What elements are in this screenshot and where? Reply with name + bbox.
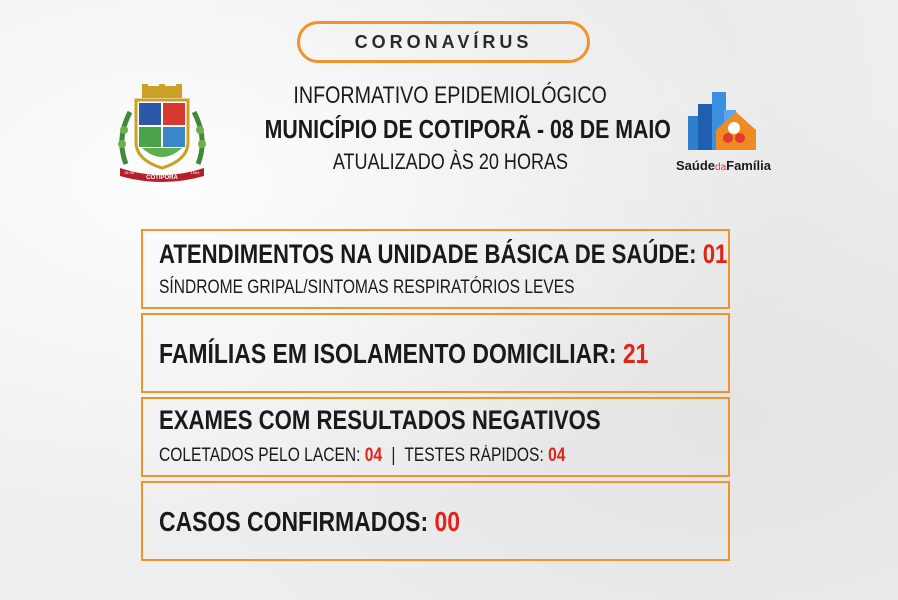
card-subtitle: SÍNDROME GRIPAL/SINTOMAS RESPIRATÓRIOS LEVES <box>159 277 575 298</box>
lacen-label: COLETADOS PELO LACEN: <box>159 445 361 466</box>
card-value: 01 <box>702 239 728 269</box>
rapid-tests-label: TESTES RÁPIDOS: <box>404 445 544 466</box>
crest-year-left: 18 96 <box>123 170 135 175</box>
card-value: 21 <box>622 338 649 369</box>
logo-text-familia: Família <box>726 158 771 173</box>
card-label: CASOS CONFIRMADOS: <box>159 506 429 537</box>
card-confirmed-cases <box>141 481 730 561</box>
municipal-crest-logo <box>112 84 212 184</box>
coronavirus-badge <box>297 21 590 63</box>
card-label: FAMÍLIAS EM ISOLAMENTO DOMICILIAR: <box>159 338 617 369</box>
header-line-2: MUNICÍPIO DE COTIPORÃ - 08 DE MAIO <box>264 114 671 144</box>
rapid-tests-value: 04 <box>548 445 566 466</box>
card-ubs-attendances <box>141 229 730 309</box>
svg-text:SaúdedaFamília <box>676 158 772 173</box>
logo-text-da: da <box>715 162 727 173</box>
lacen-value: 04 <box>364 445 383 466</box>
header-line-3: ATUALIZADO ÀS 20 HORAS <box>332 149 568 174</box>
crest-year-right: 1904 <box>190 170 200 175</box>
header-line-1: INFORMATIVO EPIDEMIOLÓGICO <box>293 82 607 109</box>
crest-ribbon-text: COTIPORÃ <box>146 175 178 181</box>
logo-text-saude: Saúde <box>676 158 716 173</box>
separator: | <box>391 445 396 466</box>
card-label: ATENDIMENTOS NA UNIDADE BÁSICA DE SAÚDE: <box>159 239 697 269</box>
card-negative-tests <box>141 397 730 477</box>
card-home-isolation <box>141 313 730 393</box>
card-label: EXAMES COM RESULTADOS NEGATIVOS <box>159 405 601 435</box>
header-titles <box>220 80 680 178</box>
saude-da-familia-logo <box>676 86 786 178</box>
card-value: 00 <box>434 506 461 537</box>
badge-label: CORONAVÍRUS <box>354 31 533 52</box>
